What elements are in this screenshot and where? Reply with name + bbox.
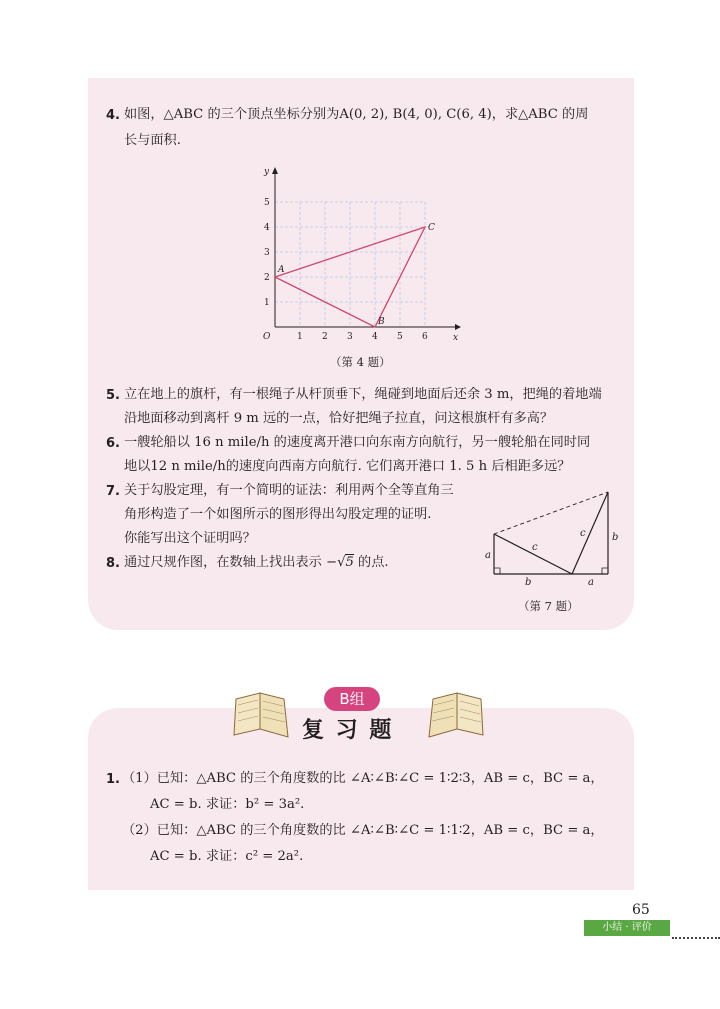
b1-p1-line2: AC = b. 求证：b² = 3a². xyxy=(150,797,305,812)
x-tick: 2 xyxy=(322,332,328,342)
group-badge: B组 xyxy=(324,687,380,711)
sqrt-icon: √ xyxy=(337,555,346,570)
x-tick: 3 xyxy=(347,332,353,342)
section-tag: 小结 · 评价 xyxy=(584,920,670,936)
x-axis-label: x xyxy=(453,333,459,343)
b1-number: 1. xyxy=(106,772,120,787)
point-a-label: A xyxy=(278,265,285,275)
y-tick: 5 xyxy=(264,198,270,208)
y-tick: 2 xyxy=(264,273,270,283)
open-book-icon xyxy=(230,685,292,745)
x-tick: 4 xyxy=(372,332,378,342)
point-b-label: B xyxy=(378,317,385,327)
q4-caption: （第 4 题） xyxy=(330,355,391,369)
y-tick: 4 xyxy=(264,223,270,233)
label-c-lower: c xyxy=(532,542,538,553)
page-number: 65 xyxy=(632,902,650,918)
q8-text-after: 的点. xyxy=(353,555,389,570)
q5-number: 5. xyxy=(106,388,120,403)
label-a-bottom: a xyxy=(588,577,594,588)
q8-line xyxy=(124,552,389,574)
label-b-bottom: b xyxy=(525,577,532,588)
open-book-icon xyxy=(425,685,487,745)
q7-figure xyxy=(484,484,624,588)
q6-line1: 一艘轮船以 16 n mile/h 的速度离开港口向东南方向航行，另一艘轮船在同时同 xyxy=(124,435,591,450)
section-heading: 复 习 题 xyxy=(302,718,394,743)
dotted-rule xyxy=(672,937,720,939)
q7-line3: 你能写出这个证明吗？ xyxy=(124,531,256,546)
q5-line2: 沿地面移动到离杆 9 m 远的一点，恰好把绳子拉直，问这根旗杆有多高？ xyxy=(124,411,554,426)
y-axis-label: y xyxy=(264,167,270,177)
x-tick: 6 xyxy=(422,332,428,342)
q4-number: 4. xyxy=(106,108,120,123)
q8-number: 8. xyxy=(106,556,120,571)
q7-caption: （第 7 题） xyxy=(518,599,579,613)
origin-label: O xyxy=(263,332,271,342)
x-tick: 1 xyxy=(297,332,303,342)
q4-coordinate-figure xyxy=(250,162,470,348)
section-title xyxy=(260,685,460,755)
point-c-label: C xyxy=(428,223,435,233)
y-tick: 1 xyxy=(264,298,270,308)
q7-line2: 角形构造了一个如图所示的图形得出勾股定理的证明. xyxy=(124,507,432,522)
label-a-left: a xyxy=(485,550,491,561)
q6-number: 6. xyxy=(106,436,120,451)
b1-p2-line2: AC = b. 求证：c² = 2a². xyxy=(150,849,304,864)
x-tick: 5 xyxy=(397,332,403,342)
label-b-right: b xyxy=(612,532,619,543)
b1-p1-line1: （1）已知：△ABC 的三个角度数的比 ∠A∶∠B∶∠C = 1∶2∶3，AB = c，BC = a， xyxy=(122,771,604,786)
q8-text-before: 通过尺规作图，在数轴上找出表示 − xyxy=(124,555,338,570)
label-c-upper: c xyxy=(580,528,586,539)
q5-line1: 立在地上的旗杆，有一根绳子从杆顶垂下，绳碰到地面后还余 3 m，把绳的着地端 xyxy=(124,387,602,402)
q4-line2: 长与面积. xyxy=(124,133,181,148)
q4-line1: 如图，△ABC 的三个顶点坐标分别为A(0, 2), B(4, 0), C(6, 4)，求△ABC 的周 xyxy=(124,107,589,122)
q8-radicand: 5 xyxy=(345,555,354,570)
q7-number: 7. xyxy=(106,484,120,499)
y-tick: 3 xyxy=(264,248,270,258)
b1-p2-line1: （2）已知：△ABC 的三个角度数的比 ∠A∶∠B∶∠C = 1∶1∶2，AB = c，BC = a， xyxy=(122,823,604,838)
q6-line2: 地以12 n mile/h的速度向西南方向航行. 它们离开港口 1. 5 h 后相距多远？ xyxy=(124,459,571,474)
q7-line1: 关于勾股定理，有一个简明的证法：利用两个全等直角三 xyxy=(124,483,454,498)
